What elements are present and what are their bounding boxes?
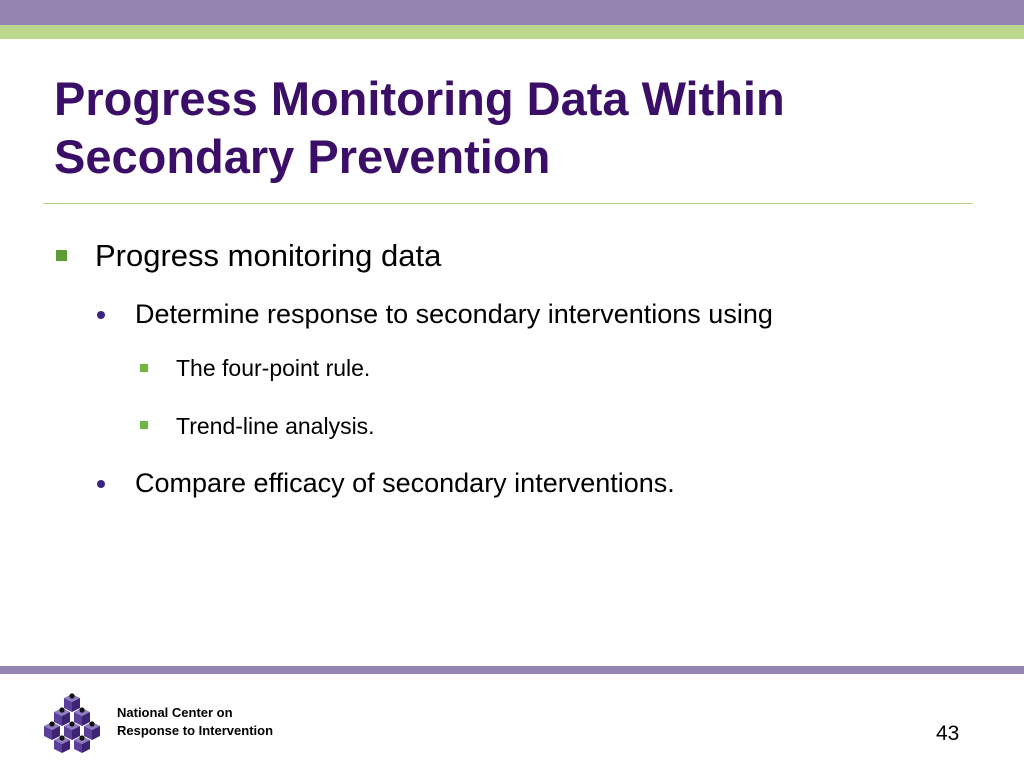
dot-bullet-icon <box>97 480 105 488</box>
top-green-band <box>0 25 1024 39</box>
title-divider <box>43 203 973 204</box>
square-bullet-icon <box>56 250 67 261</box>
slide-title-line-2: Secondary Prevention <box>54 130 551 183</box>
slide-title-line-1: Progress Monitoring Data Within <box>54 72 785 125</box>
organization-name-line-1: National Center on <box>117 705 233 720</box>
small-square-bullet-icon <box>140 421 148 429</box>
bullet-level2-first: Determine response to secondary interventions using <box>135 299 773 329</box>
page-number: 43 <box>936 722 960 745</box>
bullet-level2-second: Compare efficacy of secondary interventions. <box>135 468 675 498</box>
bullet-level3-second: Trend-line analysis. <box>176 413 375 439</box>
top-purple-band <box>0 0 1024 25</box>
stacked-cubes-logo-icon <box>40 692 104 754</box>
organization-name-line-2: Response to Intervention <box>117 723 274 738</box>
bullet-level3-first: The four-point rule. <box>176 355 371 381</box>
dot-bullet-icon <box>97 311 105 319</box>
organization-name <box>117 704 273 740</box>
small-square-bullet-icon <box>140 364 148 372</box>
bottom-purple-band <box>0 666 1024 674</box>
slide-title <box>54 70 954 186</box>
bullet-level1: Progress monitoring data <box>95 238 442 273</box>
